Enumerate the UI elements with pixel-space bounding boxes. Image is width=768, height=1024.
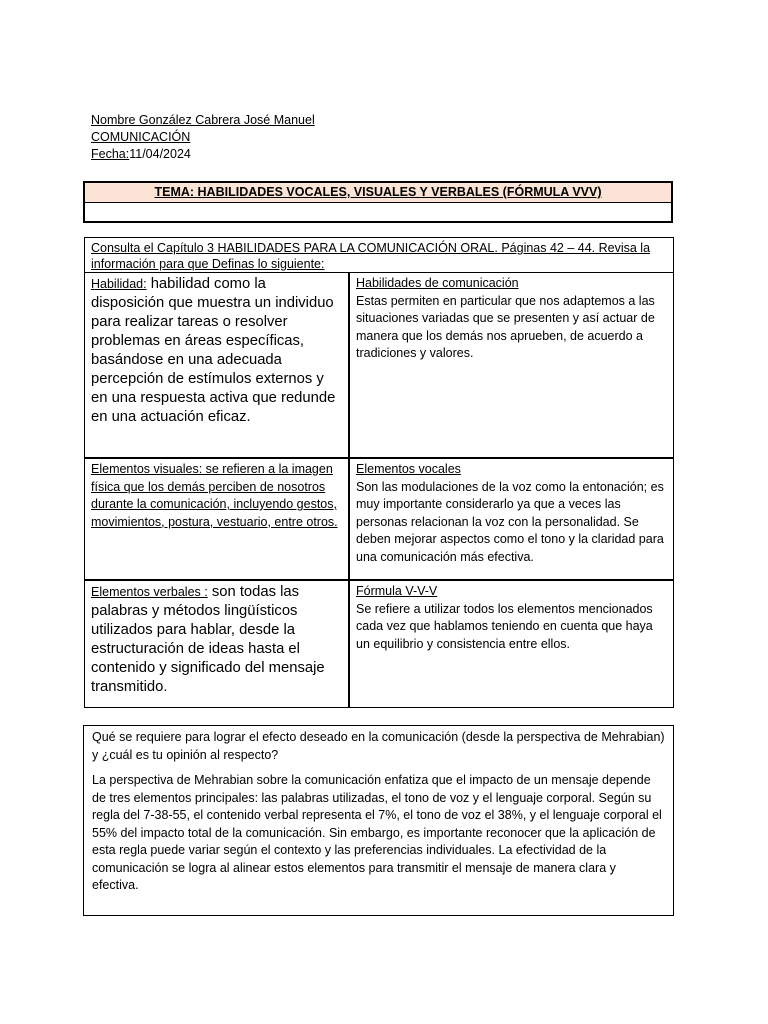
- table-row: [85, 581, 673, 707]
- student-name: Nombre González Cabrera José Manuel: [91, 113, 315, 127]
- date-label: Fecha:: [91, 147, 130, 161]
- date-value: 11/04/2024: [129, 147, 191, 161]
- tema-title-text: TEMA: HABILIDADES VOCALES, VISUALES Y VERBALES (FÓRMULA VVV): [154, 185, 602, 199]
- question-prompt: Qué se requiere para lograr el efecto deseado en la comunicación (desde la perspectiva de Mehrabian) y ¿cuál es tu opinión al respecto?: [92, 730, 665, 762]
- tema-table: [83, 181, 673, 223]
- elementos-verbales-label: Elementos verbales :: [91, 585, 208, 599]
- elementos-vocales-cell: [350, 459, 673, 579]
- instruction-text: Consulta el Capítulo 3 HABILIDADES PARA LA COMUNICACIÓN ORAL. Páginas 42 – 44. Revisa la información para que Definas lo siguiente:: [85, 238, 673, 273]
- date-line: [91, 146, 315, 163]
- table-row: [85, 273, 673, 459]
- elementos-verbales-cell: [85, 581, 350, 707]
- definitions-table: [84, 237, 674, 708]
- elementos-verbales-text: son todas las palabras y métodos lingüísticos utilizados para hablar, desde la estructuración de ideas hasta el contenido y significado del mensaje transmitido.: [91, 584, 325, 695]
- formula-vvv-label: Fórmula V-V-V: [356, 584, 438, 598]
- habilidad-cell: [85, 273, 350, 457]
- table-row: [85, 459, 673, 581]
- formula-vvv-text: Se refiere a utilizar todos los elementos mencionados cada vez que hablamos teniendo en cuenta que haya un equilibrio y consistencia entre ellos.: [356, 601, 653, 651]
- document-header: [91, 112, 315, 163]
- tema-title: [85, 183, 671, 203]
- question-box: [83, 725, 674, 916]
- habilidad-label: Habilidad:: [91, 277, 147, 291]
- formula-vvv-cell: [350, 581, 673, 707]
- elementos-visuales-text: Elementos visuales: se refieren a la imagen física que los demás perciben de nosotros durante la comunicación, incluyendo gestos, movimientos, postura, vestuario, entre otros.: [91, 462, 338, 529]
- habilidad-text: habilidad como la disposición que muestra un individuo para realizar tareas o resolver problemas en áreas específicas, basándose en una adecuada percepción de estímulos externos y en una respuesta activa que redunde en una actuación eficaz.: [91, 276, 336, 425]
- elementos-visuales-cell: [85, 459, 350, 579]
- habilidades-comunicacion-label: Habilidades de comunicación: [356, 276, 519, 290]
- habilidades-comunicacion-cell: [350, 273, 673, 457]
- elementos-vocales-label: Elementos vocales: [356, 462, 461, 476]
- subject-title: COMUNICACIÓN: [91, 130, 191, 144]
- question-answer: La perspectiva de Mehrabian sobre la comunicación enfatiza que el impacto de un mensaje depende de tres elementos principales: las palabras utilizadas, el tono de voz y el lenguaje corporal. Según su regla del 7-38-55, el contenido verbal representa el 7%, el tono de voz el 38%, y el lenguaje corporal el 55% del impacto total de la comunicación. Sin embargo, es importante reconocer que la aplicación de esta regla puede variar según el contexto y las preferencias individuales. La efectividad de la comunicación se logra al alinear estos elementos para transmitir el mensaje de manera clara y efectiva.: [92, 773, 662, 892]
- elementos-vocales-text: Son las modulaciones de la voz como la entonación; es muy importante considerarlo ya que a veces las personas relacionan la voz con la personalidad. Se deben mejorar aspectos como el tono y la claridad para una comunicación más efectiva.: [356, 479, 664, 564]
- habilidades-comunicacion-text: Estas permiten en particular que nos adaptemos a las situaciones variadas que se presenten y así actuar de manera que los demás nos aprueben, de acuerdo a tradiciones y valores.: [356, 293, 655, 360]
- tema-empty-row: [85, 203, 671, 221]
